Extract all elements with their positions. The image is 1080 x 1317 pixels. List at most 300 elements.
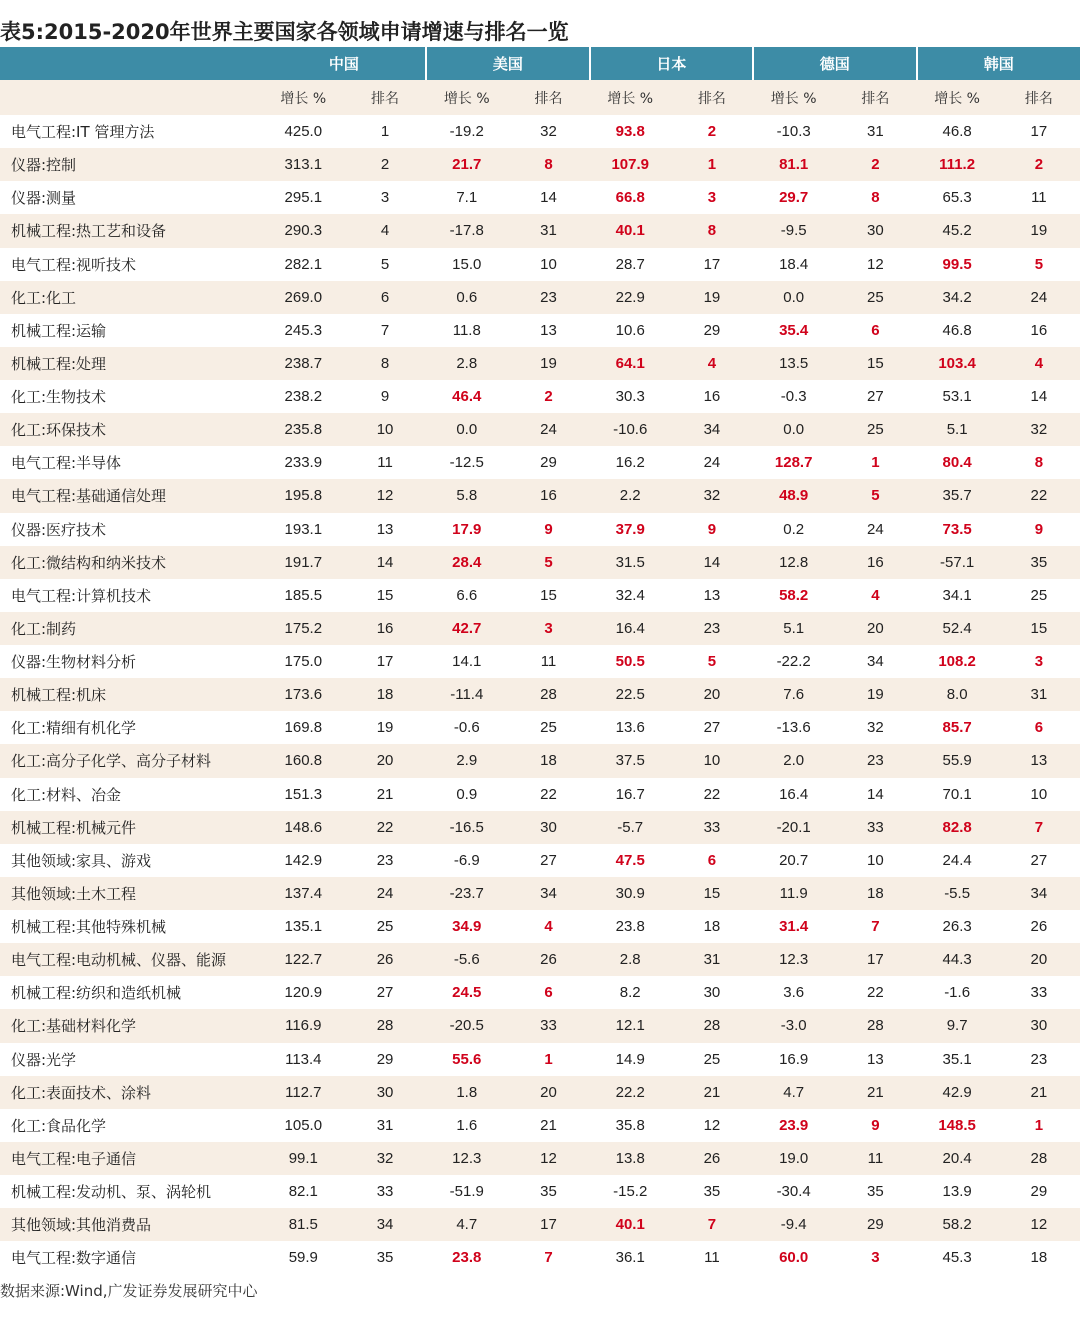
rank-cell: 13 bbox=[998, 744, 1080, 777]
rank-cell: 8 bbox=[1034, 454, 1044, 472]
growth-rank-table bbox=[0, 47, 1080, 1274]
rank-header: 排名 bbox=[998, 80, 1080, 115]
rank-cell: 19 bbox=[834, 678, 916, 711]
rank-cell: 25 bbox=[703, 1050, 721, 1068]
field-name-cell: 其他领域:家具、游戏 bbox=[11, 851, 152, 870]
rank-cell: 28 bbox=[507, 678, 589, 711]
rank-cell: 8 bbox=[507, 148, 589, 181]
growth-cell: 0.0 bbox=[426, 413, 507, 446]
growth-cell: 111.2 bbox=[917, 148, 998, 181]
rank-cell: 30 bbox=[344, 1076, 426, 1109]
growth-cell: 44.3 bbox=[917, 943, 998, 976]
rank-cell: 16 bbox=[834, 546, 916, 579]
rank-cell: 26 bbox=[671, 1142, 753, 1175]
growth-cell: -16.5 bbox=[426, 811, 507, 844]
growth-cell: 1.6 bbox=[456, 1116, 478, 1134]
growth-cell: 23.9 bbox=[779, 1116, 809, 1134]
growth-cell: 12.3 bbox=[426, 1142, 507, 1175]
growth-cell: 116.9 bbox=[263, 1009, 344, 1042]
country-header-germany: 德国 bbox=[753, 47, 916, 80]
field-name-cell: 其他领域:其他消费品 bbox=[0, 1208, 263, 1241]
growth-cell: -13.6 bbox=[776, 719, 811, 737]
growth-cell: -20.1 bbox=[753, 811, 834, 844]
rank-cell: 22 bbox=[867, 984, 884, 1002]
growth-cell: 22.9 bbox=[590, 281, 671, 314]
rank-cell: 33 bbox=[507, 1009, 589, 1042]
field-name-cell: 化工:微结构和纳米技术 bbox=[0, 546, 263, 579]
growth-cell: -20.5 bbox=[426, 1009, 507, 1042]
growth-cell: 60.0 bbox=[779, 1249, 809, 1267]
rank-cell: 18 bbox=[703, 918, 721, 936]
growth-cell: 22.5 bbox=[590, 678, 671, 711]
field-name-cell: 化工:制药 bbox=[0, 612, 263, 645]
field-name-cell: 化工:基础材料化学 bbox=[0, 1009, 263, 1042]
field-header-blank bbox=[0, 47, 263, 80]
growth-cell: 235.8 bbox=[263, 413, 344, 446]
growth-cell: 5.8 bbox=[426, 479, 507, 512]
growth-cell: 55.6 bbox=[452, 1050, 482, 1068]
growth-cell: 28.4 bbox=[426, 546, 507, 579]
rank-cell: 9 bbox=[544, 520, 553, 538]
rank-cell: 6 bbox=[344, 281, 426, 314]
rank-cell: 11 bbox=[834, 1142, 916, 1175]
rank-cell: 33 bbox=[671, 811, 753, 844]
rank-cell: 6 bbox=[1034, 719, 1044, 737]
rank-cell: 7 bbox=[871, 918, 880, 936]
growth-cell: 128.7 bbox=[774, 454, 813, 472]
growth-cell: 1.8 bbox=[426, 1076, 507, 1109]
table-row bbox=[0, 347, 1080, 380]
growth-cell: 0.6 bbox=[426, 281, 507, 314]
growth-cell: 21.7 bbox=[426, 148, 507, 181]
field-name-cell: 仪器:控制 bbox=[0, 148, 263, 181]
rank-cell: 25 bbox=[540, 719, 557, 737]
growth-cell: 82.8 bbox=[917, 811, 998, 844]
growth-cell: -11.4 bbox=[426, 678, 507, 711]
growth-cell: 22.2 bbox=[590, 1076, 671, 1109]
growth-cell: 29.7 bbox=[779, 189, 809, 207]
rank-cell: 1 bbox=[380, 123, 390, 141]
rank-cell: 20 bbox=[834, 612, 916, 645]
growth-cell: 245.3 bbox=[284, 321, 323, 339]
growth-cell: 269.0 bbox=[263, 281, 344, 314]
growth-cell: 35.8 bbox=[615, 1116, 645, 1134]
growth-cell: 37.5 bbox=[590, 744, 671, 777]
rank-cell: 18 bbox=[1030, 1249, 1048, 1267]
country-header-korea: 韩国 bbox=[917, 47, 1080, 80]
table-title: 表5:2015-2020年世界主要国家各领域申请增速与排名一览 bbox=[0, 20, 569, 44]
rank-cell: 10 bbox=[344, 413, 426, 446]
table-row bbox=[0, 248, 1080, 281]
rank-cell: 11 bbox=[377, 454, 393, 472]
growth-cell: 80.4 bbox=[942, 454, 972, 472]
rank-cell: 23 bbox=[507, 281, 589, 314]
rank-cell: 27 bbox=[540, 851, 557, 869]
growth-cell: 2.0 bbox=[753, 744, 834, 777]
rank-cell: 29 bbox=[376, 1050, 394, 1068]
growth-cell: 12.8 bbox=[753, 546, 834, 579]
growth-cell: 73.5 bbox=[942, 520, 972, 538]
rank-cell: 14 bbox=[1030, 388, 1048, 406]
growth-cell: 238.7 bbox=[263, 347, 344, 380]
growth-cell: 2.8 bbox=[426, 347, 507, 380]
rank-header: 排名 bbox=[507, 80, 589, 115]
rank-cell: 32 bbox=[344, 1142, 426, 1175]
growth-cell: -22.2 bbox=[776, 653, 811, 671]
growth-cell: 2.9 bbox=[426, 744, 507, 777]
rank-cell: 32 bbox=[540, 123, 557, 141]
field-name-cell: 仪器:测量 bbox=[11, 189, 77, 208]
rank-cell: 27 bbox=[867, 388, 884, 406]
growth-cell: 31.4 bbox=[779, 918, 809, 936]
table-row bbox=[0, 479, 1080, 512]
growth-cell: -12.5 bbox=[449, 454, 484, 472]
rank-cell: 3 bbox=[871, 1249, 880, 1267]
table-row bbox=[0, 446, 1080, 479]
growth-cell: 9.7 bbox=[917, 1009, 998, 1042]
table-row bbox=[0, 1009, 1080, 1042]
growth-cell: 85.7 bbox=[942, 719, 972, 737]
rank-cell: 28 bbox=[671, 1009, 753, 1042]
rank-cell: 7 bbox=[671, 1208, 753, 1241]
table-row bbox=[0, 811, 1080, 844]
rank-cell: 28 bbox=[344, 1009, 426, 1042]
table-row bbox=[0, 181, 1080, 214]
rank-cell: 15 bbox=[671, 877, 753, 910]
growth-cell: 42.9 bbox=[917, 1076, 998, 1109]
growth-cell: 45.3 bbox=[942, 1249, 972, 1267]
rank-cell: 13 bbox=[867, 1050, 884, 1068]
rank-cell: 12 bbox=[507, 1142, 589, 1175]
growth-cell: 175.2 bbox=[263, 612, 344, 645]
table-row bbox=[0, 413, 1080, 446]
growth-cell: 23.8 bbox=[615, 918, 645, 936]
rank-cell: 8 bbox=[871, 189, 880, 207]
growth-cell: -51.9 bbox=[449, 1183, 484, 1201]
growth-cell: 99.5 bbox=[942, 255, 972, 273]
growth-cell: 16.4 bbox=[590, 612, 671, 645]
growth-cell: 282.1 bbox=[284, 255, 323, 273]
rank-cell: 22 bbox=[703, 785, 721, 803]
growth-cell: 13.6 bbox=[615, 719, 645, 737]
table-row bbox=[0, 778, 1080, 811]
field-name-cell: 电气工程:电动机械、仪器、能源 bbox=[0, 943, 263, 976]
rank-cell: 24 bbox=[867, 520, 884, 538]
country-header-china: 中国 bbox=[263, 47, 426, 80]
growth-cell: 0.0 bbox=[753, 413, 834, 446]
rank-cell: 5 bbox=[380, 255, 390, 273]
table-row bbox=[0, 115, 1080, 148]
rank-cell: 17 bbox=[376, 653, 394, 671]
table-row bbox=[0, 314, 1080, 347]
growth-cell: 290.3 bbox=[263, 214, 344, 247]
growth-cell: -10.3 bbox=[776, 123, 811, 141]
country-header-usa: 美国 bbox=[426, 47, 589, 80]
field-name-cell: 仪器:医疗技术 bbox=[11, 520, 107, 539]
rank-cell: 16 bbox=[507, 479, 589, 512]
rank-cell: 3 bbox=[707, 189, 717, 207]
rank-cell: 20 bbox=[507, 1076, 589, 1109]
field-name-cell: 仪器:生物材料分析 bbox=[11, 653, 137, 672]
rank-cell: 12 bbox=[998, 1208, 1080, 1241]
rank-cell: 12 bbox=[344, 479, 426, 512]
growth-cell: 16.4 bbox=[779, 785, 809, 803]
rank-cell: 4 bbox=[544, 918, 553, 936]
rank-cell: 20 bbox=[671, 678, 753, 711]
table-row bbox=[0, 612, 1080, 645]
table-row bbox=[0, 744, 1080, 777]
rank-header: 排名 bbox=[834, 80, 916, 115]
field-name-cell: 电气工程:电子通信 bbox=[0, 1142, 263, 1175]
growth-cell: -10.6 bbox=[590, 413, 671, 446]
growth-cell: 53.1 bbox=[942, 388, 972, 406]
field-name-cell: 机械工程:处理 bbox=[0, 347, 263, 380]
rank-cell: 22 bbox=[998, 479, 1080, 512]
growth-cell: -57.1 bbox=[917, 546, 998, 579]
growth-cell: 70.1 bbox=[942, 785, 972, 803]
growth-cell: 36.1 bbox=[615, 1249, 645, 1267]
rank-cell: 21 bbox=[540, 1116, 557, 1134]
rank-cell: 1 bbox=[544, 1050, 553, 1068]
rank-cell: 2 bbox=[998, 148, 1080, 181]
growth-header: 增长 % bbox=[263, 80, 344, 115]
growth-cell: -9.4 bbox=[753, 1208, 834, 1241]
table-row bbox=[0, 678, 1080, 711]
rank-cell: 4 bbox=[998, 347, 1080, 380]
rank-cell: 4 bbox=[344, 214, 426, 247]
growth-cell: 35.7 bbox=[917, 479, 998, 512]
growth-cell: 107.9 bbox=[590, 148, 671, 181]
country-header-row bbox=[0, 47, 1080, 80]
rank-cell: 2 bbox=[834, 148, 916, 181]
rank-cell: 9 bbox=[1034, 520, 1044, 538]
growth-cell: 23.8 bbox=[452, 1249, 482, 1267]
rank-cell: 22 bbox=[540, 785, 557, 803]
growth-cell: 24.4 bbox=[942, 851, 972, 869]
rank-cell: 32 bbox=[671, 479, 753, 512]
rank-cell: 7 bbox=[544, 1249, 553, 1267]
growth-cell: 13.9 bbox=[942, 1183, 972, 1201]
growth-cell: 12.3 bbox=[753, 943, 834, 976]
table-row bbox=[0, 1208, 1080, 1241]
growth-cell: 58.2 bbox=[917, 1208, 998, 1241]
field-name-cell: 化工:化工 bbox=[0, 281, 263, 314]
rank-cell: 5 bbox=[507, 546, 589, 579]
rank-cell: 17 bbox=[834, 943, 916, 976]
field-name-cell: 机械工程:机械元件 bbox=[0, 811, 263, 844]
rank-cell: 16 bbox=[703, 388, 721, 406]
rank-cell: 23 bbox=[671, 612, 753, 645]
rank-cell: 2 bbox=[344, 148, 426, 181]
growth-cell: 195.8 bbox=[263, 479, 344, 512]
rank-cell: 6 bbox=[871, 321, 880, 339]
table-row bbox=[0, 976, 1080, 1009]
rank-cell: 24 bbox=[507, 413, 589, 446]
growth-cell: 151.3 bbox=[284, 785, 323, 803]
growth-cell: -5.6 bbox=[426, 943, 507, 976]
table-row bbox=[0, 1109, 1080, 1142]
field-name-cell: 机械工程:发动机、泵、涡轮机 bbox=[11, 1183, 212, 1202]
rank-cell: 26 bbox=[344, 943, 426, 976]
country-header-japan: 日本 bbox=[590, 47, 753, 80]
growth-cell: 11.9 bbox=[753, 877, 834, 910]
field-name-cell: 化工:高分子化学、高分子材料 bbox=[0, 744, 263, 777]
rank-cell: 21 bbox=[376, 785, 394, 803]
rank-cell: 24 bbox=[998, 281, 1080, 314]
rank-cell: 20 bbox=[998, 943, 1080, 976]
growth-header: 增长 % bbox=[753, 80, 834, 115]
growth-cell: 8.0 bbox=[917, 678, 998, 711]
growth-cell: 40.1 bbox=[590, 214, 671, 247]
growth-header: 增长 % bbox=[917, 80, 998, 115]
growth-cell: 238.2 bbox=[284, 388, 323, 406]
rank-cell: 30 bbox=[703, 984, 721, 1002]
growth-cell: 191.7 bbox=[263, 546, 344, 579]
growth-cell: 15.0 bbox=[452, 255, 482, 273]
growth-cell: 173.6 bbox=[263, 678, 344, 711]
growth-cell: 4.7 bbox=[426, 1208, 507, 1241]
growth-cell: 47.5 bbox=[615, 851, 645, 869]
growth-cell: 40.1 bbox=[590, 1208, 671, 1241]
growth-cell: 59.9 bbox=[288, 1249, 318, 1267]
table-row bbox=[0, 1043, 1080, 1076]
growth-cell: 20.7 bbox=[779, 851, 809, 869]
field-name-cell: 化工:生物技术 bbox=[11, 388, 107, 407]
rank-cell: 34 bbox=[867, 653, 884, 671]
growth-cell: 20.4 bbox=[917, 1142, 998, 1175]
field-name-cell: 化工:材料、冶金 bbox=[11, 785, 122, 804]
rank-cell: 19 bbox=[376, 719, 394, 737]
table-row bbox=[0, 148, 1080, 181]
growth-cell: 13.8 bbox=[590, 1142, 671, 1175]
table-row bbox=[0, 513, 1080, 546]
growth-cell: 2.8 bbox=[590, 943, 671, 976]
table-row bbox=[0, 380, 1080, 413]
growth-cell: 31.5 bbox=[590, 546, 671, 579]
table-row bbox=[0, 645, 1080, 678]
field-name-cell: 电气工程:计算机技术 bbox=[11, 586, 152, 605]
rank-cell: 34 bbox=[671, 413, 753, 446]
growth-cell: 295.1 bbox=[284, 189, 323, 207]
field-name-cell: 化工:食品化学 bbox=[11, 1116, 107, 1135]
growth-cell: 175.0 bbox=[284, 653, 323, 671]
growth-cell: 148.6 bbox=[263, 811, 344, 844]
rank-cell: 26 bbox=[507, 943, 589, 976]
field-name-cell: 机械工程:热工艺和设备 bbox=[0, 214, 263, 247]
growth-cell: 82.1 bbox=[288, 1183, 318, 1201]
rank-cell: 5 bbox=[707, 653, 717, 671]
growth-cell: 169.8 bbox=[284, 719, 323, 737]
rank-cell: 9 bbox=[871, 1116, 880, 1134]
rank-cell: 19 bbox=[998, 214, 1080, 247]
growth-cell: 425.0 bbox=[284, 123, 323, 141]
growth-cell: 18.4 bbox=[779, 255, 809, 273]
rank-cell: 30 bbox=[507, 811, 589, 844]
growth-cell: 30.9 bbox=[590, 877, 671, 910]
rank-cell: 4 bbox=[671, 347, 753, 380]
table-row bbox=[0, 1142, 1080, 1175]
rank-cell: 10 bbox=[867, 851, 884, 869]
rank-cell: 11 bbox=[540, 653, 557, 671]
growth-cell: 65.3 bbox=[942, 189, 972, 207]
rank-cell: 8 bbox=[671, 214, 753, 247]
growth-cell: 3.6 bbox=[783, 984, 805, 1002]
growth-cell: 0.9 bbox=[456, 785, 478, 803]
rank-cell: 14 bbox=[867, 785, 884, 803]
rank-cell: 35 bbox=[867, 1183, 884, 1201]
growth-cell: 30.3 bbox=[615, 388, 645, 406]
field-name-cell: 电气工程:IT 管理方法 bbox=[11, 123, 155, 142]
sub-header-row bbox=[0, 80, 1080, 115]
growth-cell: 99.1 bbox=[263, 1142, 344, 1175]
growth-cell: 55.9 bbox=[917, 744, 998, 777]
rank-cell: 30 bbox=[834, 214, 916, 247]
growth-cell: -3.0 bbox=[753, 1009, 834, 1042]
growth-cell: 5.1 bbox=[753, 612, 834, 645]
growth-header: 增长 % bbox=[426, 80, 507, 115]
rank-cell: 24 bbox=[344, 877, 426, 910]
table-row bbox=[0, 1241, 1080, 1274]
rank-cell: 10 bbox=[671, 744, 753, 777]
field-name-cell: 机械工程:运输 bbox=[11, 321, 107, 340]
rank-cell: 19 bbox=[507, 347, 589, 380]
rank-cell: 4 bbox=[871, 586, 880, 604]
growth-cell: 28.7 bbox=[615, 255, 645, 273]
rank-cell: 8 bbox=[344, 347, 426, 380]
table-body bbox=[0, 115, 1080, 1274]
rank-cell: 29 bbox=[540, 454, 557, 472]
rank-cell: 30 bbox=[998, 1009, 1080, 1042]
growth-cell: 14.1 bbox=[452, 653, 482, 671]
rank-cell: 21 bbox=[834, 1076, 916, 1109]
growth-cell: 16.7 bbox=[615, 785, 645, 803]
growth-cell: -5.5 bbox=[917, 877, 998, 910]
rank-cell: 33 bbox=[376, 1183, 394, 1201]
growth-cell: 120.9 bbox=[284, 984, 323, 1002]
rank-cell: 13 bbox=[540, 321, 557, 339]
rank-cell: 26 bbox=[1030, 918, 1048, 936]
growth-cell: 64.1 bbox=[590, 347, 671, 380]
field-name-cell: 电气工程:数字通信 bbox=[11, 1249, 137, 1268]
table-row bbox=[0, 943, 1080, 976]
rank-cell: 22 bbox=[344, 811, 426, 844]
rank-cell: 35 bbox=[540, 1183, 557, 1201]
table-row bbox=[0, 579, 1080, 612]
rank-cell: 2 bbox=[707, 123, 717, 141]
growth-cell: 48.9 bbox=[753, 479, 834, 512]
growth-cell: -15.2 bbox=[613, 1183, 648, 1201]
growth-cell: 46.4 bbox=[452, 388, 482, 406]
table-row bbox=[0, 546, 1080, 579]
rank-cell: 31 bbox=[507, 214, 589, 247]
rank-cell: 1 bbox=[671, 148, 753, 181]
rank-cell: 31 bbox=[867, 123, 884, 141]
rank-cell: 11 bbox=[1031, 189, 1047, 207]
growth-cell: 16.2 bbox=[615, 454, 645, 472]
table-row bbox=[0, 281, 1080, 314]
rank-cell: 3 bbox=[1034, 653, 1044, 671]
rank-cell: 14 bbox=[540, 189, 557, 207]
growth-cell: 108.2 bbox=[938, 653, 976, 671]
growth-cell: 105.0 bbox=[284, 1116, 323, 1134]
growth-cell: 103.4 bbox=[917, 347, 998, 380]
rank-cell: 31 bbox=[998, 678, 1080, 711]
field-name-cell: 机械工程:纺织和造纸机械 bbox=[11, 984, 182, 1003]
growth-cell: 13.5 bbox=[753, 347, 834, 380]
growth-cell: 112.7 bbox=[263, 1076, 344, 1109]
growth-cell: 5.1 bbox=[917, 413, 998, 446]
rank-cell: 10 bbox=[1030, 785, 1048, 803]
